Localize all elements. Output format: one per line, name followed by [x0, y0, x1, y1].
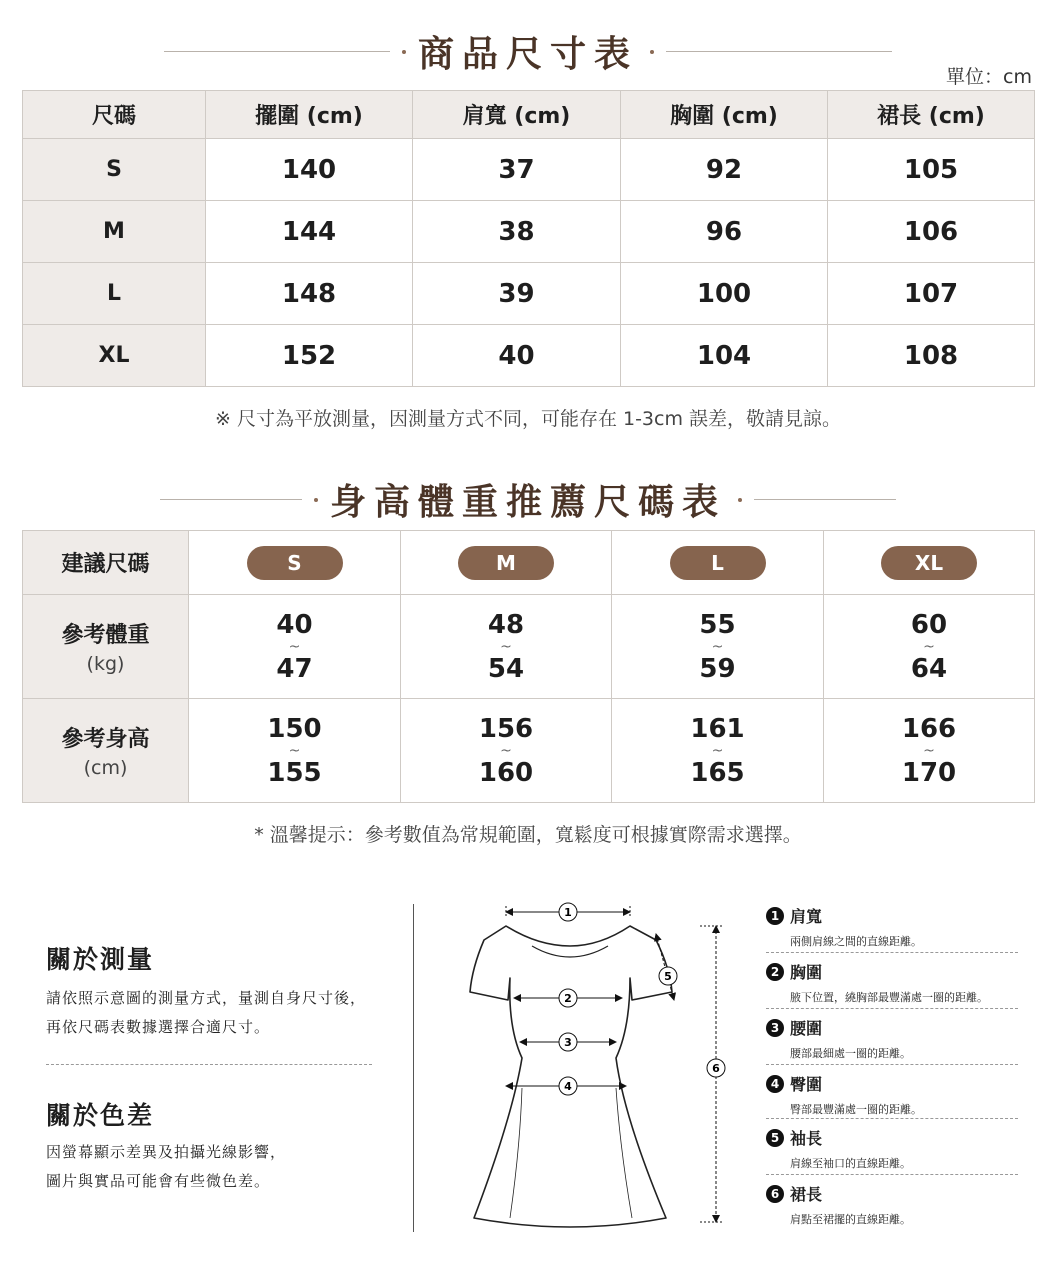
legend-divider	[766, 1008, 1018, 1009]
legend-desc: 兩側肩線之間的直線距離。	[790, 935, 922, 948]
weight-cell	[189, 595, 401, 699]
header-size: 尺碼	[23, 91, 206, 139]
diagram-label-3: 3	[564, 1036, 572, 1049]
value-cell: 38	[413, 201, 621, 263]
size-table-header-row	[23, 91, 1035, 139]
header-shoulder: 肩寬 (cm)	[413, 91, 621, 139]
weight-unit: (kg)	[86, 653, 125, 675]
dress-outline-icon	[470, 926, 672, 1227]
value-cell: 144	[206, 201, 413, 263]
size-chart-title-row	[0, 26, 1056, 77]
title-dot	[314, 498, 318, 502]
size-chart-title: 商品尺寸表	[417, 33, 638, 75]
range-sep: ~	[500, 742, 512, 759]
header-bust: 胸圍 (cm)	[621, 91, 828, 139]
diagram-label-1: 1	[564, 906, 572, 919]
legend-title: 胸圍	[790, 963, 823, 982]
range-max: 59	[699, 653, 736, 684]
legend-title: 臀圍	[790, 1075, 823, 1094]
measure-line: 請依照示意圖的測量方式，量測自身尺寸後，	[46, 989, 367, 1007]
legend-desc: 肩線至袖口的直線距離。	[790, 1157, 911, 1170]
range-sep: ~	[923, 638, 935, 655]
recommend-table	[22, 530, 1035, 803]
color-heading: 關於色差	[46, 1101, 155, 1130]
range-min: 150	[267, 713, 322, 744]
table-row	[23, 325, 1035, 387]
height-cell	[824, 699, 1035, 803]
height-cell	[612, 699, 824, 803]
range-min: 161	[690, 713, 745, 744]
legend-divider	[766, 1118, 1018, 1119]
range-max: 155	[267, 757, 322, 788]
weight-cell	[612, 595, 824, 699]
recommend-note: * 溫馨提示：參考數值為常規範圍，寬鬆度可根據實際需求選擇。	[254, 824, 802, 846]
weight-label-cell	[23, 595, 189, 699]
range-max: 47	[276, 653, 313, 684]
legend-badge: 3	[766, 1019, 784, 1037]
legend-desc: 腋下位置，繞胸部最豐滿處一圈的距離。	[790, 991, 988, 1004]
range-sep: ~	[288, 638, 301, 655]
skirt-seams	[510, 1088, 632, 1218]
value-cell: 152	[206, 325, 413, 387]
diagram-label-2: 2	[564, 992, 572, 1005]
value-cell: 107	[828, 263, 1035, 325]
size-pill-cell	[612, 531, 824, 595]
range-sep: ~	[923, 742, 935, 759]
legend-badge: 2	[766, 963, 784, 981]
value-cell: 96	[621, 201, 828, 263]
color-line: 因螢幕顯示差異及拍攝光線影響，	[46, 1143, 287, 1161]
size-cell: M	[23, 201, 206, 263]
diagram-label-6: 6	[712, 1062, 720, 1075]
range-max: 160	[478, 757, 534, 788]
size-pill-s: S	[247, 546, 343, 580]
recommend-title-row	[0, 474, 1056, 525]
color-line: 圖片與實品可能會有些微色差。	[46, 1172, 271, 1190]
legend-badge: 1	[766, 907, 784, 925]
header-length: 裙長 (cm)	[828, 91, 1035, 139]
title-line-right	[666, 51, 892, 52]
range-min: 40	[276, 609, 313, 640]
size-pill-cell	[189, 531, 401, 595]
range-min: 156	[478, 713, 534, 744]
size-chart-note: ※ 尺寸為平放測量，因測量方式不同，可能存在 1-3cm 誤差，敬請見諒。	[214, 408, 842, 430]
title-dot	[402, 50, 406, 54]
value-cell: 100	[621, 263, 828, 325]
legend-item	[766, 1182, 1018, 1238]
legend-desc: 腰部最細處一圈的距離。	[790, 1047, 911, 1060]
range-min: 48	[487, 609, 525, 640]
diagram-label-5: 5	[664, 970, 672, 983]
range-min: 166	[901, 713, 957, 744]
size-pill-cell	[824, 531, 1035, 595]
legend-title: 裙長	[790, 1185, 823, 1204]
range-min: 55	[699, 609, 736, 640]
table-row	[23, 263, 1035, 325]
info-divider	[46, 1064, 372, 1065]
color-text	[46, 1138, 386, 1196]
table-row	[23, 201, 1035, 263]
weight-cell	[401, 595, 612, 699]
title-line-left	[160, 499, 302, 500]
height-row	[23, 699, 1035, 803]
legend-divider	[766, 1064, 1018, 1065]
range-max: 64	[910, 653, 948, 684]
value-cell: 140	[206, 139, 413, 201]
height-cell	[189, 699, 401, 803]
range-max: 165	[690, 757, 745, 788]
size-table	[22, 90, 1035, 387]
header-hem: 擺圍 (cm)	[206, 91, 413, 139]
legend-title: 肩寬	[790, 907, 823, 926]
weight-cell	[824, 595, 1035, 699]
value-cell: 39	[413, 263, 621, 325]
measure-line: 再依尺碼表數據選擇合適尺寸。	[46, 1018, 271, 1036]
value-cell: 105	[828, 139, 1035, 201]
size-pill-l: L	[670, 546, 766, 580]
vertical-divider	[413, 904, 414, 1232]
legend-desc: 臀部最豐滿處一圈的距離。	[790, 1103, 922, 1116]
weight-label: 參考體重	[61, 623, 150, 648]
legend-divider	[766, 952, 1018, 953]
neckline	[532, 946, 608, 957]
diagram-label-4: 4	[564, 1080, 572, 1093]
measure-text	[46, 984, 386, 1042]
value-cell: 40	[413, 325, 621, 387]
dress-measurement-diagram	[460, 888, 740, 1238]
range-sep: ~	[500, 638, 512, 655]
size-cell: L	[23, 263, 206, 325]
size-cell: S	[23, 139, 206, 201]
range-sep: ~	[288, 742, 301, 759]
value-cell: 92	[621, 139, 828, 201]
legend-badge: 4	[766, 1075, 784, 1093]
weight-row	[23, 595, 1035, 699]
range-max: 170	[901, 757, 957, 788]
title-dot	[738, 498, 742, 502]
legend-desc: 肩點至裙擺的直線距離。	[790, 1213, 911, 1226]
range-min: 60	[910, 609, 948, 640]
value-cell: 108	[828, 325, 1035, 387]
legend-badge: 5	[766, 1129, 784, 1147]
table-row	[23, 139, 1035, 201]
legend-title: 腰圍	[790, 1019, 823, 1038]
unit-label: 單位：cm	[946, 66, 1032, 88]
title-line-right	[754, 499, 896, 500]
recommend-size-row	[23, 531, 1035, 595]
legend-badge: 6	[766, 1185, 784, 1203]
legend-item	[766, 1072, 1018, 1128]
size-pill-cell	[401, 531, 612, 595]
legend-divider	[766, 1174, 1018, 1175]
value-cell: 37	[413, 139, 621, 201]
size-label: 建議尺碼	[23, 531, 189, 595]
size-pill-xl: XL	[881, 546, 977, 580]
measure-heading: 關於測量	[46, 945, 155, 974]
title-line-left	[164, 51, 390, 52]
height-unit: (cm)	[83, 757, 128, 779]
size-cell: XL	[23, 325, 206, 387]
range-sep: ~	[711, 742, 724, 759]
title-dot	[650, 50, 654, 54]
value-cell: 104	[621, 325, 828, 387]
range-sep: ~	[711, 638, 724, 655]
height-label: 參考身高	[61, 727, 150, 752]
size-pill-m: M	[458, 546, 554, 580]
value-cell: 106	[828, 201, 1035, 263]
range-max: 54	[487, 653, 525, 684]
recommend-title: 身高體重推薦尺碼表	[329, 481, 726, 523]
legend-title: 袖長	[790, 1129, 823, 1148]
height-cell	[401, 699, 612, 803]
value-cell: 148	[206, 263, 413, 325]
height-label-cell	[23, 699, 189, 803]
